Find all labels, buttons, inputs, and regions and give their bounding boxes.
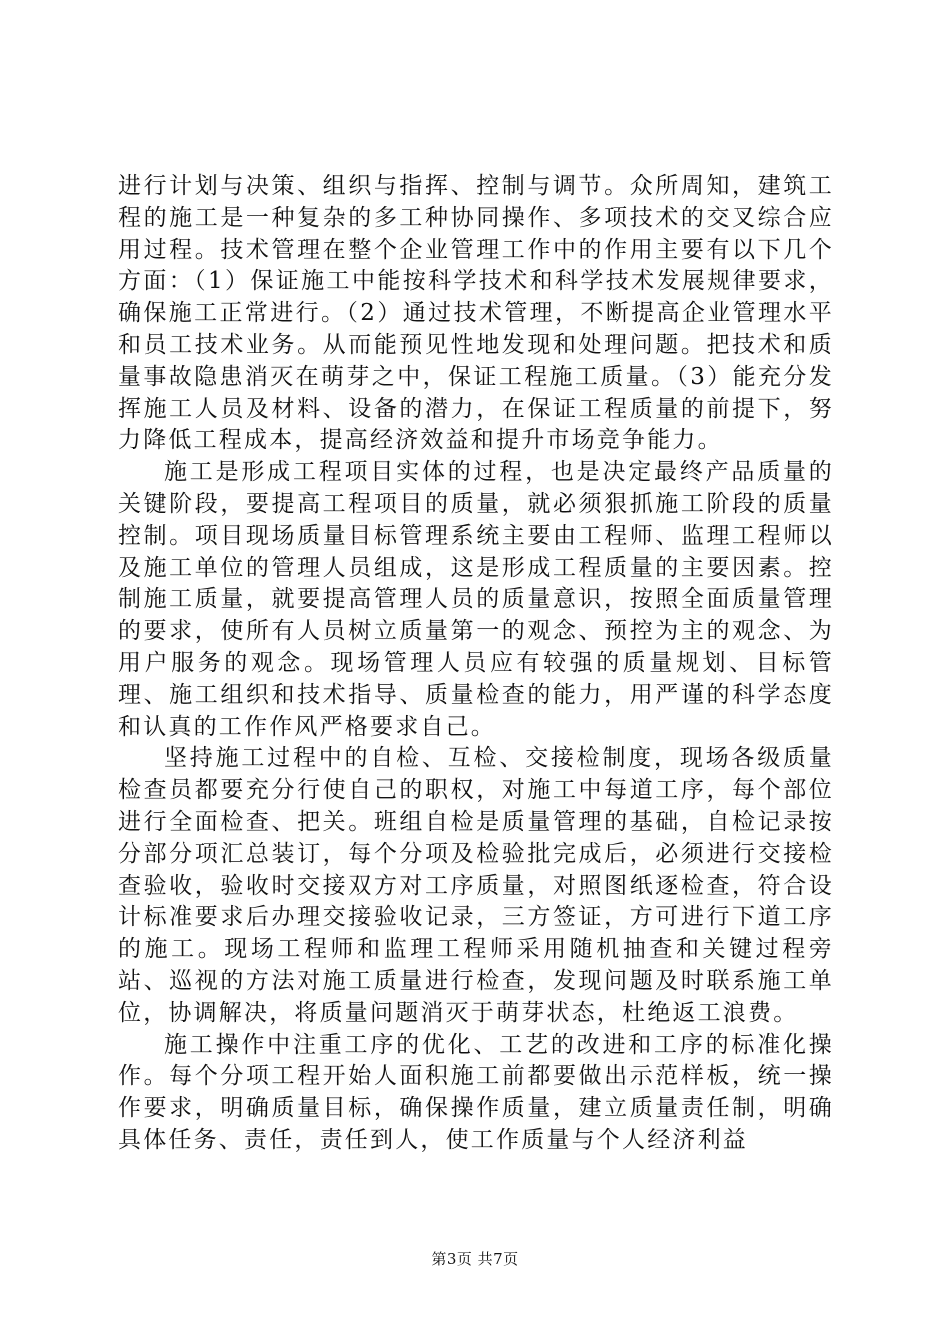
page-number-footer: 第3页 共7页 (431, 1250, 519, 1268)
paragraph-4: 施工操作中注重工序的优化、工艺的改进和工序的标准化操作。每个分项工程开始人面积施工前都要做出示范样板，统一操作要求，明确质量目标，确保操作质量，建立质量责任制，明确具体任务、责任，责任到人，使工作质量与个人经济利益 (118, 1031, 834, 1153)
paragraph-3: 坚持施工过程中的自检、互检、交接检制度，现场各级质量检查员都要充分行使自己的职权，对施工中每道工序，每个部位进行全面检查、把关。班组自检是质量管理的基础，自检记录按分部分项汇总装订，每个分项及检验批完成后，必须进行交接检查验收，验收时交接双方对工序质量，对照图纸逐检查，符合设计标准要求后办理交接验收记录，三方签证，方可进行下道工序的施工。现场工程师和监理工程师采用随机抽查和关键过程旁站、巡视的方法对施工质量进行检查，发现问题及时联系施工单位，协调解决，将质量问题消灭于萌芽状态，杜绝返工浪费。 (118, 745, 834, 1026)
paragraph-2: 施工是形成工程项目实体的过程，也是决定最终产品质量的关键阶段，要提高工程项目的质量，就必须狠抓施工阶段的质量控制。项目现场质量目标管理系统主要由工程师、监理工程师以及施工单位的管理人员组成，这是形成工程质量的主要因素。控制施工质量，就要提高管理人员的质量意识，按照全面质量管理的要求，使所有人员树立质量第一的观念、预控为主的观念、为用户服务的观念。现场管理人员应有较强的质量规划、目标管理、施工组织和技术指导、质量检查的能力，用严谨的科学态度和认真的工作作风严格要求自己。 (118, 459, 834, 740)
document-body (118, 171, 834, 1157)
paragraph-1: 进行计划与决策、组织与指挥、控制与调节。众所周知，建筑工程的施工是一种复杂的多工种协同操作、多项技术的交叉综合应用过程。技术管理在整个企业管理工作中的作用主要有以下几个方面：（1）保证施工中能按科学技术和科学技术发展规律要求，确保施工正常进行。（2）通过技术管理，不断提高企业管理水平和员工技术业务。从而能预见性地发现和处理问题。把技术和质量事故隐患消灭在萌芽之中，保证工程施工质量。（3）能充分发挥施工人员及材料、设备的潜力，在保证工程质量的前提下，努力降低工程成本，提高经济效益和提升市场竞争能力。 (118, 173, 834, 454)
